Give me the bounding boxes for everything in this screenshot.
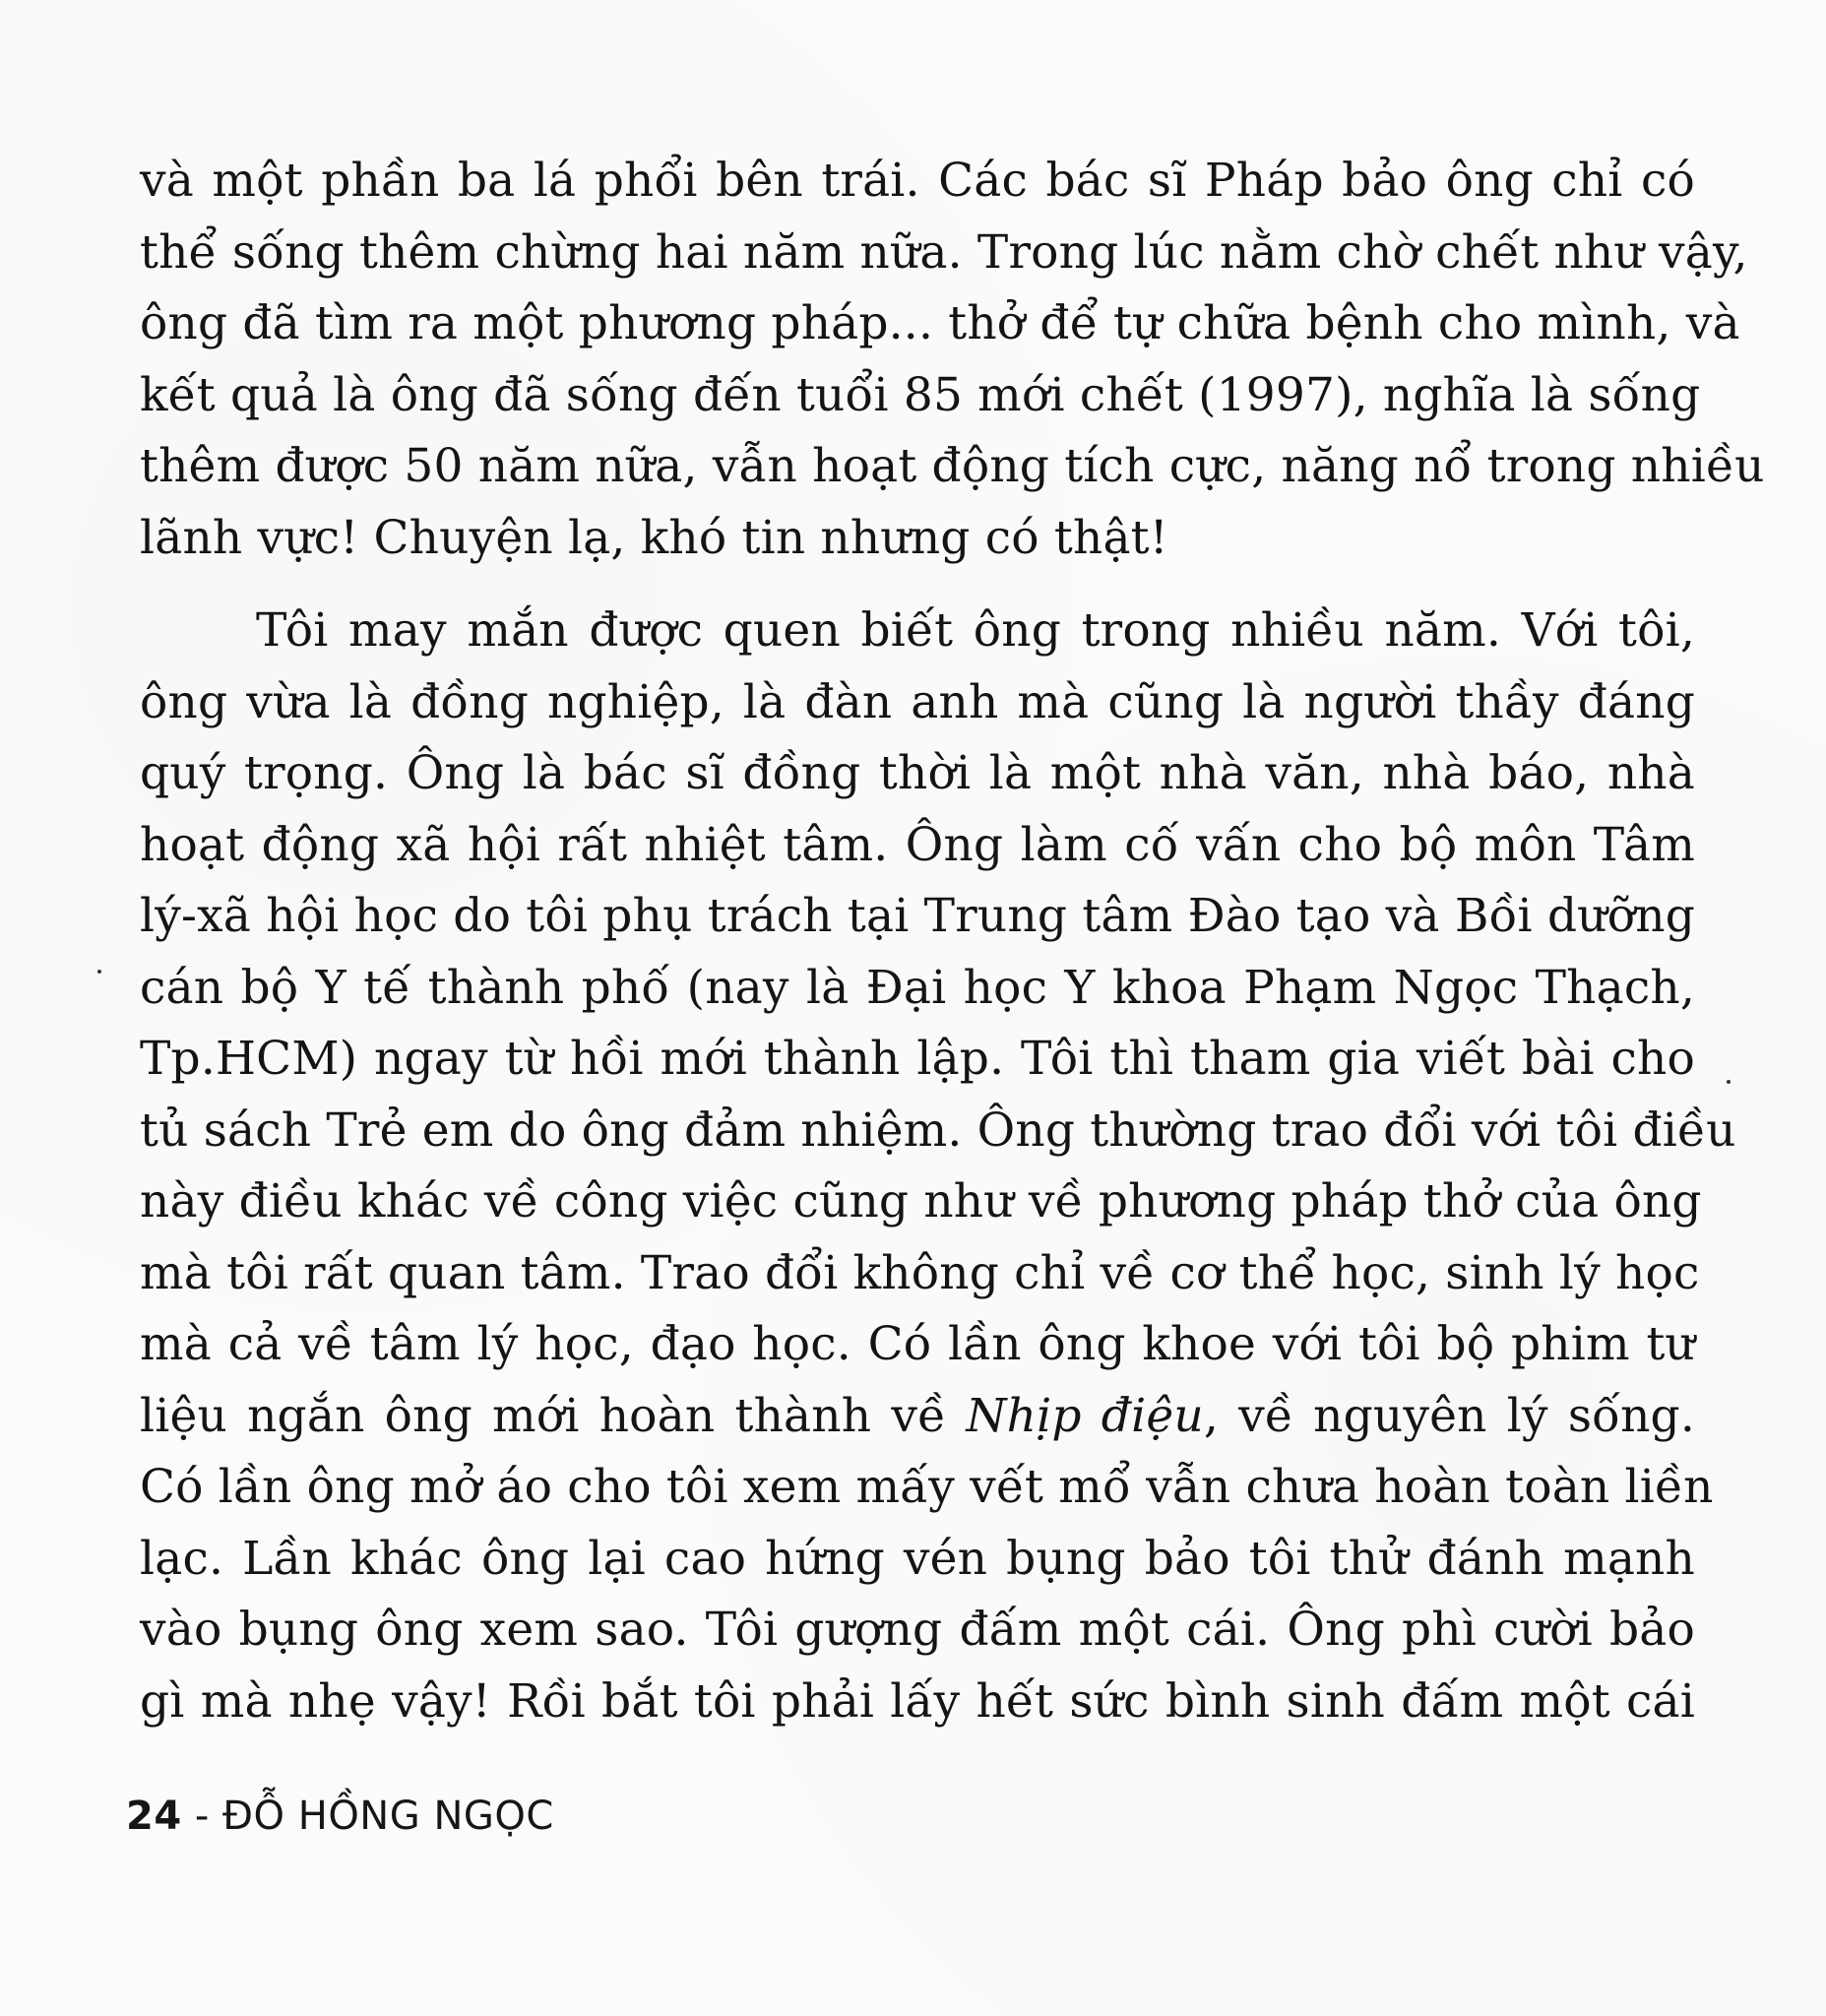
text-line: kết quả là ông đã sống đến tuổi 85 mới chết (1997), nghĩa là sống — [140, 367, 1701, 422]
text-line: lý-xã hội học do tôi phụ trách tại Trung tâm Đào tạo và Bồi dưỡng — [140, 889, 1695, 943]
text-line: ông vừa là đồng nghiệp, là đàn anh mà cũng là người thầy đáng — [140, 674, 1695, 729]
text-line: gì mà nhẹ vậy! Rồi bắt tôi phải lấy hết sức bình sinh đấm một cái — [140, 1673, 1695, 1729]
scan-speck — [97, 970, 101, 974]
author-name: ĐỖ HỒNG NGỌC — [222, 1794, 554, 1839]
paragraph-2 — [140, 596, 1736, 1737]
page-number: 24 — [126, 1794, 182, 1839]
body-text — [140, 146, 1765, 1737]
text-line: thể sống thêm chừng hai năm nữa. Trong lúc nằm chờ chết như vậy, — [140, 224, 1748, 280]
italic-title: Nhịp điệu — [966, 1388, 1204, 1443]
text-line: mà tôi rất quan tâm. Trao đổi không chỉ về cơ thể học, sinh lý học — [140, 1245, 1700, 1300]
text-line: mà cả về tâm lý học, đạo học. Có lần ông khoe với tôi bộ phim tư — [140, 1317, 1695, 1371]
text-line-with-italic — [140, 1381, 1695, 1453]
text-line: Tp.HCM) ngay từ hồi mới thành lập. Tôi thì tham gia viết bài cho — [140, 1032, 1695, 1086]
footer-separator: - — [181, 1794, 223, 1839]
text-run: , về nguyên lý sống. — [1203, 1388, 1695, 1443]
text-line: và một phần ba lá phổi bên trái. Các bác sĩ Pháp bảo ông chỉ có — [140, 154, 1695, 208]
text-line: Có lần ông mở áo cho tôi xem mấy vết mổ vẫn chưa hoàn toàn liền — [140, 1460, 1714, 1514]
text-line: quý trọng. Ông là bác sĩ đồng thời là một nhà văn, nhà báo, nhà — [140, 746, 1695, 800]
text-line: lãnh vực! Chuyện lạ, khó tin nhưng có thật! — [140, 510, 1168, 565]
text-line: lạc. Lần khác ông lại cao hứng vén bụng bảo tôi thử đánh mạnh — [140, 1531, 1695, 1586]
text-line: này điều khác về công việc cũng như về phương pháp thở của ông — [140, 1174, 1702, 1228]
scan-speck — [1727, 1080, 1731, 1084]
text-line: ông đã tìm ra một phương pháp... thở để tự chữa bệnh cho mình, và — [140, 296, 1740, 350]
text-line: vào bụng ông xem sao. Tôi gượng đấm một cái. Ông phì cười bảo — [140, 1603, 1695, 1657]
page-footer — [126, 1794, 554, 1839]
text-line: thêm được 50 năm nữa, vẫn hoạt động tích cực, năng nổ trong nhiều — [140, 439, 1765, 493]
text-line: hoạt động xã hội rất nhiệt tâm. Ông làm cố vấn cho bộ môn Tâm — [140, 817, 1695, 872]
text-line: cán bộ Y tế thành phố (nay là Đại học Y khoa Phạm Ngọc Thạch, — [140, 960, 1695, 1015]
text-line: tủ sách Trẻ em do ông đảm nhiệm. Ông thường trao đổi với tôi điều — [140, 1102, 1736, 1158]
text-run: liệu ngắn ông mới hoàn thành về — [140, 1388, 967, 1443]
paragraph-1 — [140, 146, 1765, 574]
text-line: Tôi may mắn được quen biết ông trong nhiều năm. Với tôi, — [256, 603, 1695, 658]
